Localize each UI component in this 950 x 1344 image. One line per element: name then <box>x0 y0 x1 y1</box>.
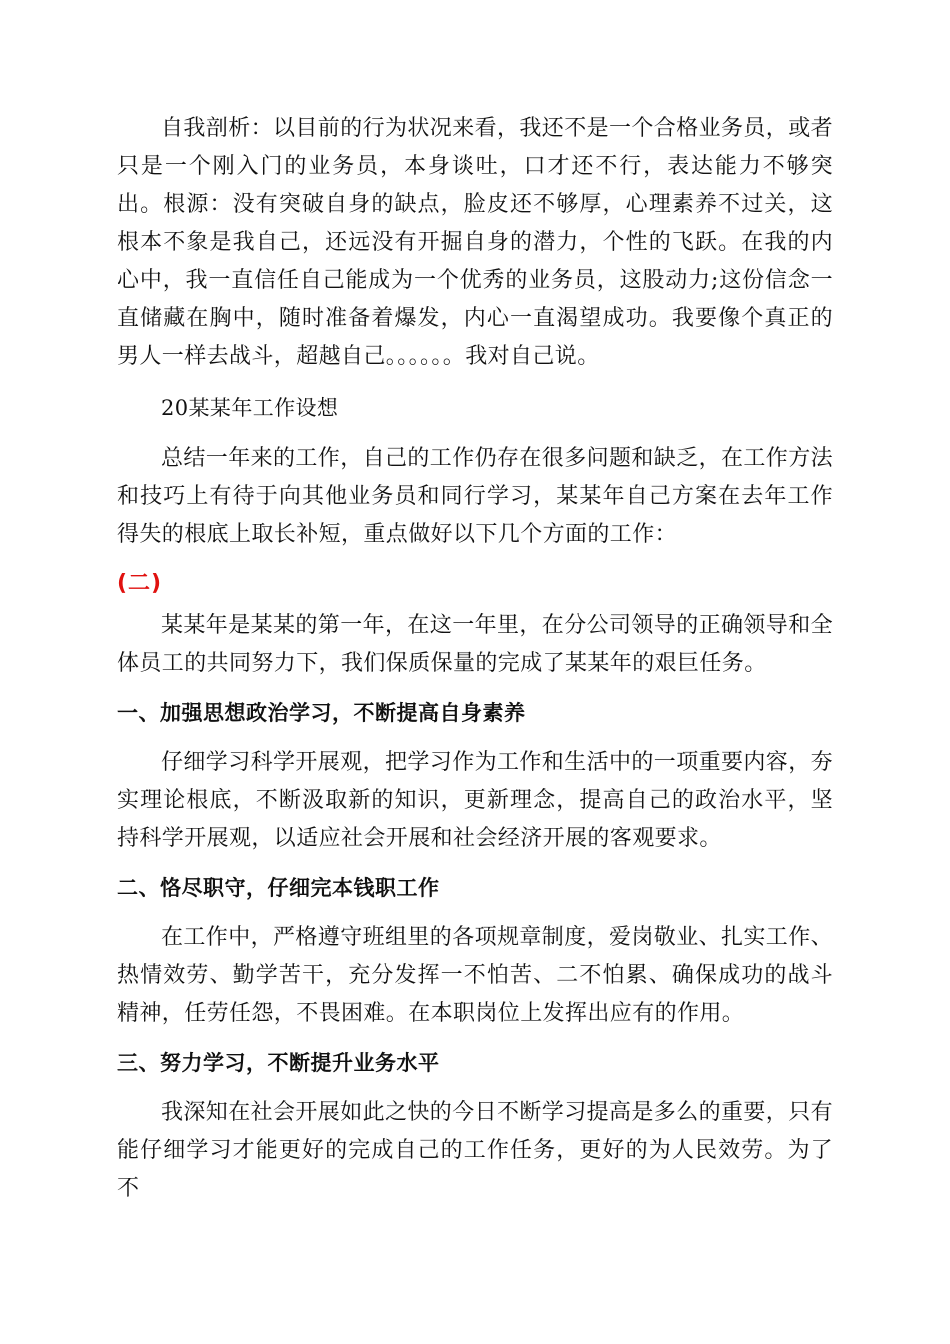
section-heading-1: 一、加强思想政治学习，不断提高自身素养 <box>117 701 526 725</box>
section-heading-2: 二、恪尽职守，仔细完本钱职工作 <box>117 876 440 900</box>
section-body-2: 在工作中，严格遵守班组里的各项规章制度，爱岗敬业、扎实工作、热情效劳、勤学苦干，充分发挥一不怕苦、二不怕累、确保成功的战斗精神，任劳任怨，不畏困难。在本职岗位上发挥出应有的作用。 <box>117 925 834 1026</box>
section-body-1: 仔细学习科学开展观，把学习作为工作和生活中的一项重要内容，夯实理论根底，不断汲取新的知识，更新理念，提高自己的政治水平，坚持科学开展观，以适应社会开展和社会经济开展的客观要求。 <box>117 750 834 851</box>
plan-title: 20某某年工作设想 <box>161 396 339 420</box>
section-marker: (二) <box>117 571 163 596</box>
section-body-3: 我深知在社会开展如此之快的今日不断学习提高是多么的重要，只有能仔细学习才能更好的完成自己的工作任务，更好的为人民效劳。为了不 <box>117 1100 834 1201</box>
section-heading-3: 三、努力学习，不断提升业务水平 <box>117 1051 440 1075</box>
plan-intro-paragraph: 总结一年来的工作，自己的工作仍存在很多问题和缺乏，在工作方法和技巧上有待于向其他业务员和同行学习，某某年自己方案在去年工作得失的根底上取长补短，重点做好以下几个方面的工作： <box>117 446 834 547</box>
self-analysis-paragraph: 自我剖析：以目前的行为状况来看，我还不是一个合格业务员，或者只是一个刚入门的业务员，本身谈吐，口才还不行，表达能力不够突出。根源：没有突破自身的缺点，脸皮还不够厚，心理素养不过关，这根本不象是我自己，还远没有开掘自身的潜力，个性的飞跃。在我的内心中，我一直信任自己能成为一个优秀的业务员，这股动力;这份信念一直储藏在胸中，随时准备着爆发，内心一直渴望成功。我要像个真正的男人一样去战斗，超越自己。。。。。。我对自己说。 <box>117 116 834 369</box>
document-body <box>117 110 833 1221</box>
section-intro-paragraph: 某某年是某某的第一年，在这一年里，在分公司领导的正确领导和全体员工的共同努力下，我们保质保量的完成了某某年的艰巨任务。 <box>117 613 834 676</box>
